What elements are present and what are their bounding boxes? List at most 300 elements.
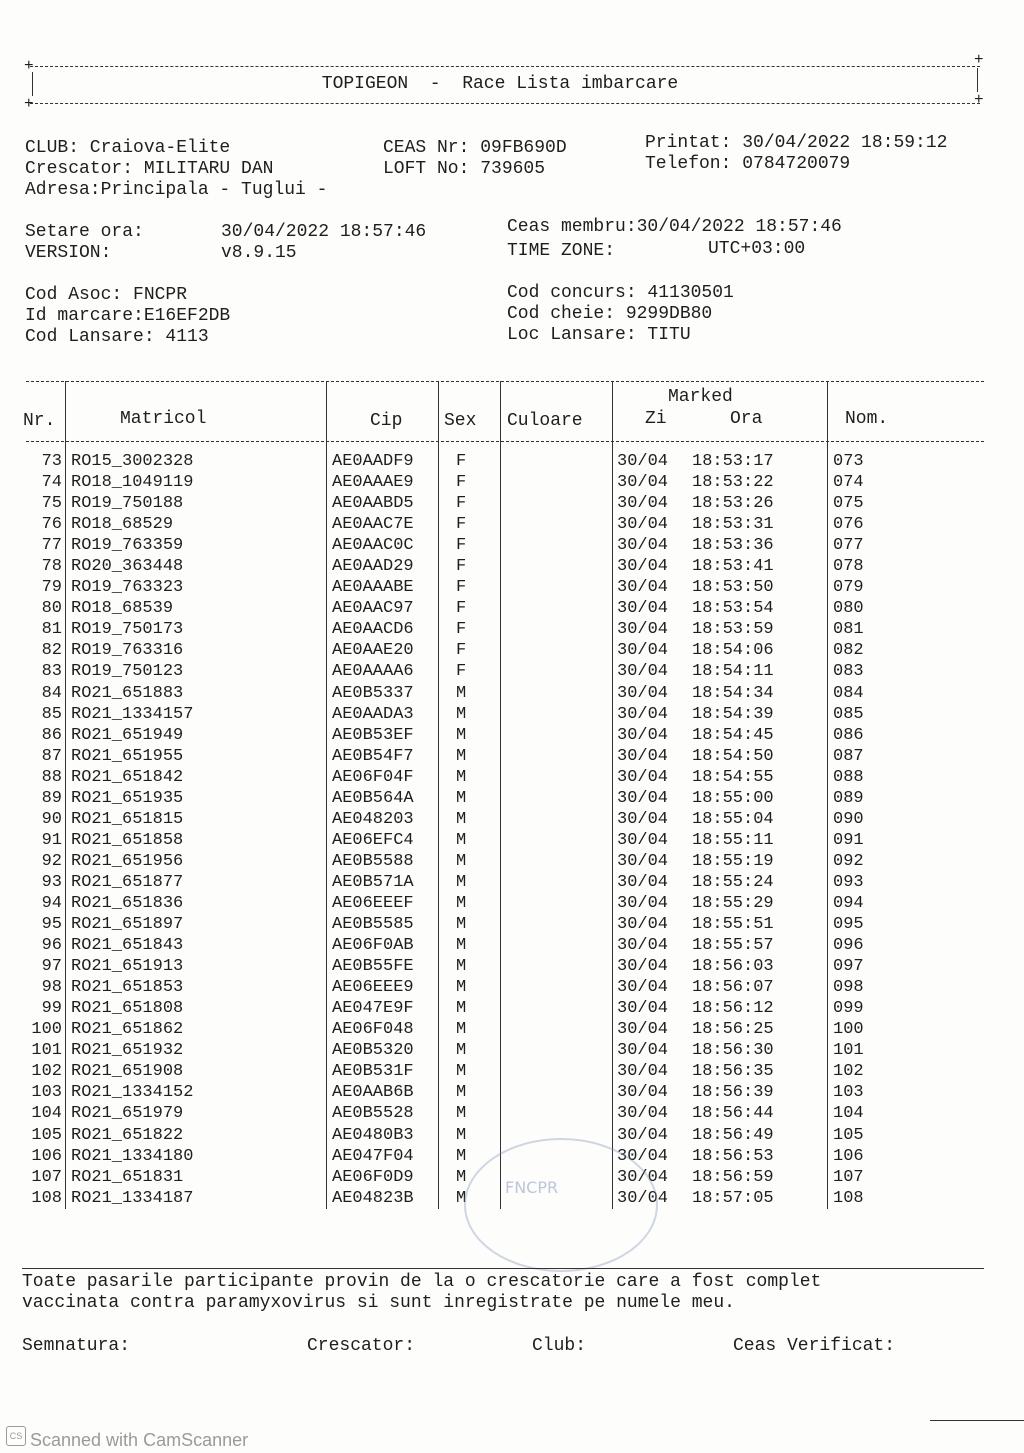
cell-sex: M	[456, 999, 467, 1019]
cell-cip: AE06F0D9	[332, 1167, 414, 1187]
cell-ora: 18:53:41	[692, 557, 774, 577]
table-row	[0, 977, 1024, 998]
cell-cip: AE0B53EF	[332, 725, 414, 745]
cell-nom: 087	[833, 746, 864, 766]
header-matricol: Matricol	[120, 409, 207, 429]
cell-cip: AE0AAAA6	[332, 662, 414, 682]
cell-sex: M	[456, 1146, 467, 1166]
cell-nr: 88	[41, 767, 62, 787]
header-ora: Ora	[730, 409, 763, 429]
cell-matricol: RO21_651808	[71, 999, 184, 1019]
time-zone-label: TIME ZONE:	[507, 241, 616, 261]
cell-matricol: RO21_651862	[71, 1020, 184, 1040]
cell-zi: 30/04	[617, 1083, 669, 1103]
cell-matricol: RO21_651932	[71, 1041, 184, 1061]
cell-sex: M	[456, 1125, 467, 1145]
cell-ora: 18:56:39	[692, 1083, 774, 1103]
table-row	[0, 640, 1024, 661]
cell-zi: 30/04	[617, 641, 669, 661]
cell-ora: 18:54:39	[692, 704, 774, 724]
cell-nom: 101	[833, 1041, 864, 1061]
cell-cip: AE0AACD6	[332, 620, 414, 640]
cell-cip: AE0B564A	[332, 788, 414, 808]
cell-sex: M	[456, 1188, 467, 1208]
cell-cip: AE06EEE9	[332, 978, 414, 998]
header-zi: Zi	[645, 409, 667, 429]
cell-cip: AE0AAC0C	[332, 536, 414, 556]
cell-nr: 91	[41, 830, 62, 850]
cell-zi: 30/04	[617, 999, 669, 1019]
cell-sex: M	[456, 1083, 467, 1103]
cell-sex: F	[456, 620, 467, 640]
header-corner: +	[24, 57, 34, 75]
cell-zi: 30/04	[617, 1125, 669, 1145]
cell-zi: 30/04	[617, 788, 669, 808]
cell-matricol: RO21_1334157	[71, 704, 194, 724]
cell-nr: 107	[31, 1167, 62, 1187]
loft-number: LOFT No: 739605	[383, 159, 546, 179]
header-corner: +	[974, 91, 984, 109]
cell-cip: AE0B5588	[332, 851, 414, 871]
cell-nr: 85	[41, 704, 62, 724]
key-code: Cod cheie: 9299DB80	[507, 304, 713, 324]
cell-sex: M	[456, 957, 467, 977]
cell-nom: 099	[833, 999, 864, 1019]
cell-ora: 18:54:34	[692, 683, 774, 703]
cell-cip: AE0AAABE	[332, 578, 414, 598]
cell-cip: AE04823B	[332, 1188, 414, 1208]
cell-ora: 18:53:54	[692, 599, 774, 619]
cell-cip: AE0B5320	[332, 1041, 414, 1061]
set-time-value: 30/04/2022 18:57:46	[221, 222, 427, 242]
cell-zi: 30/04	[617, 494, 669, 514]
cell-matricol: RO21_651815	[71, 809, 184, 829]
table-row	[0, 767, 1024, 788]
cell-sex: M	[456, 978, 467, 998]
header-corner: +	[24, 95, 34, 113]
cell-ora: 18:56:25	[692, 1020, 774, 1040]
cell-nom: 090	[833, 809, 864, 829]
cell-nr: 95	[41, 915, 62, 935]
cell-cip: AE0B54F7	[332, 746, 414, 766]
cell-sex: M	[456, 893, 467, 913]
table-row	[0, 1103, 1024, 1124]
cell-sex: M	[456, 809, 467, 829]
cell-nr: 80	[41, 599, 62, 619]
cell-sex: M	[456, 746, 467, 766]
table-row	[0, 872, 1024, 893]
header-corner: +	[974, 51, 984, 69]
cell-ora: 18:56:07	[692, 978, 774, 998]
signature-label: Semnatura:	[22, 1336, 131, 1356]
cell-ora: 18:56:30	[692, 1041, 774, 1061]
cell-sex: M	[456, 851, 467, 871]
cell-ora: 18:56:59	[692, 1167, 774, 1187]
table-row	[0, 556, 1024, 577]
cell-nr: 74	[41, 473, 62, 493]
table-row	[0, 998, 1024, 1019]
cell-sex: M	[456, 683, 467, 703]
cell-ora: 18:56:49	[692, 1125, 774, 1145]
cell-matricol: RO19_750173	[71, 620, 184, 640]
cell-nr: 78	[41, 557, 62, 577]
table-row	[0, 1082, 1024, 1103]
cell-zi: 30/04	[617, 704, 669, 724]
cell-ora: 18:55:51	[692, 915, 774, 935]
table-row	[0, 956, 1024, 977]
cell-matricol: RO18_68529	[71, 515, 174, 535]
cell-nom: 105	[833, 1125, 864, 1145]
cell-sex: M	[456, 872, 467, 892]
cell-matricol: RO15_3002328	[71, 452, 194, 471]
table-row	[0, 598, 1024, 619]
cell-nr: 93	[41, 872, 62, 892]
cell-ora: 18:56:03	[692, 957, 774, 977]
cell-matricol: RO21_651853	[71, 978, 184, 998]
cell-matricol: RO19_763323	[71, 578, 184, 598]
cell-cip: AE06EFC4	[332, 830, 414, 850]
cell-matricol: RO21_651836	[71, 893, 184, 913]
table-header-separator	[26, 441, 984, 442]
club-signature-label: Club:	[532, 1336, 587, 1356]
table-row	[0, 472, 1024, 493]
cell-sex: M	[456, 767, 467, 787]
marking-id: Id marcare:E16EF2DB	[25, 306, 231, 326]
cell-sex: F	[456, 599, 467, 619]
cell-nom: 085	[833, 704, 864, 724]
cell-matricol: RO21_651908	[71, 1062, 184, 1082]
stamp-text: FNCPR	[505, 1178, 559, 1197]
cell-nr: 99	[41, 999, 62, 1019]
cell-zi: 30/04	[617, 872, 669, 892]
cell-nom: 100	[833, 1020, 864, 1040]
cell-zi: 30/04	[617, 851, 669, 871]
cell-zi: 30/04	[617, 746, 669, 766]
cell-nr: 73	[41, 452, 62, 471]
cell-matricol: RO19_750123	[71, 662, 184, 682]
declaration-line-2: vaccinata contra paramyxovirus si sunt inregistrate pe numele meu.	[22, 1293, 735, 1313]
cell-ora: 18:53:17	[692, 452, 774, 471]
cell-nom: 096	[833, 936, 864, 956]
release-code: Cod Lansare: 4113	[25, 327, 209, 347]
cell-matricol: RO21_1334187	[71, 1188, 194, 1208]
header-culoare: Culoare	[507, 411, 583, 431]
cell-cip: AE0AAC97	[332, 599, 414, 619]
cell-ora: 18:53:31	[692, 515, 774, 535]
version-label: VERSION:	[25, 243, 112, 263]
header-bottom-border	[30, 103, 980, 104]
table-row	[0, 1019, 1024, 1040]
declaration-line-1: Toate pasarile participante provin de la o crescatorie care a fost complet	[22, 1272, 822, 1292]
cell-zi: 30/04	[617, 725, 669, 745]
cell-nr: 89	[41, 788, 62, 808]
cell-matricol: RO21_651897	[71, 915, 184, 935]
cell-sex: M	[456, 1041, 467, 1061]
cell-sex: M	[456, 1062, 467, 1082]
clock-verified-label: Ceas Verificat:	[733, 1336, 896, 1356]
header-sex: Sex	[444, 411, 477, 431]
cell-sex: M	[456, 915, 467, 935]
cell-matricol: RO21_651831	[71, 1167, 184, 1187]
cell-cip: AE0AAB6B	[332, 1083, 414, 1103]
cell-matricol: RO21_651858	[71, 830, 184, 850]
cell-sex: F	[456, 578, 467, 598]
cell-zi: 30/04	[617, 662, 669, 682]
cell-cip: AE047E9F	[332, 999, 414, 1019]
cell-matricol: RO21_651949	[71, 725, 184, 745]
table-row	[0, 661, 1024, 682]
cell-zi: 30/04	[617, 1020, 669, 1040]
cell-sex: F	[456, 641, 467, 661]
cell-sex: M	[456, 1020, 467, 1040]
cell-cip: AE06EEEF	[332, 893, 414, 913]
table-row	[0, 746, 1024, 767]
cell-nr: 101	[31, 1041, 62, 1061]
table-row	[0, 514, 1024, 535]
table-top-border	[26, 381, 984, 382]
cell-ora: 18:55:29	[692, 893, 774, 913]
cell-cip: AE048203	[332, 809, 414, 829]
version-value: v8.9.15	[221, 243, 297, 263]
cell-zi: 30/04	[617, 599, 669, 619]
cell-nom: 078	[833, 557, 864, 577]
table-row	[0, 851, 1024, 872]
cell-zi: 30/04	[617, 915, 669, 935]
cell-nr: 106	[31, 1146, 62, 1166]
cell-sex: F	[456, 536, 467, 556]
cell-cip: AE0AAD29	[332, 557, 414, 577]
club-name: CLUB: Craiova-Elite	[25, 138, 231, 158]
cell-zi: 30/04	[617, 957, 669, 977]
cell-cip: AE06F04F	[332, 767, 414, 787]
bottom-edge-line	[930, 1420, 1024, 1421]
cell-ora: 18:53:26	[692, 494, 774, 514]
table-row	[0, 830, 1024, 851]
cell-nom: 103	[833, 1083, 864, 1103]
cell-zi: 30/04	[617, 978, 669, 998]
cell-nr: 104	[31, 1104, 62, 1124]
cell-ora: 18:53:22	[692, 473, 774, 493]
cell-zi: 30/04	[617, 620, 669, 640]
time-zone-value: UTC+03:00	[708, 239, 806, 259]
cell-ora: 18:55:04	[692, 809, 774, 829]
cell-cip: AE0B5528	[332, 1104, 414, 1124]
cell-nom: 107	[833, 1167, 864, 1187]
cell-nr: 75	[41, 494, 62, 514]
cell-zi: 30/04	[617, 936, 669, 956]
declaration-separator	[22, 1268, 984, 1269]
cell-zi: 30/04	[617, 893, 669, 913]
cell-matricol: RO21_1334180	[71, 1146, 194, 1166]
cell-ora: 18:54:45	[692, 725, 774, 745]
address: Adresa:Principala - Tuglui -	[25, 180, 328, 200]
header-nom: Nom.	[845, 409, 889, 429]
phone: Telefon: 0784720079	[645, 154, 851, 174]
cell-nom: 106	[833, 1146, 864, 1166]
cell-matricol: RO21_651842	[71, 767, 184, 787]
set-time-label: Setare ora:	[25, 222, 144, 242]
cell-sex: M	[456, 830, 467, 850]
cell-ora: 18:56:53	[692, 1146, 774, 1166]
cell-nom: 076	[833, 515, 864, 535]
cell-sex: M	[456, 936, 467, 956]
table-row	[0, 619, 1024, 640]
cell-nom: 075	[833, 494, 864, 514]
cell-nom: 082	[833, 641, 864, 661]
cell-nom: 102	[833, 1062, 864, 1082]
table-row	[0, 893, 1024, 914]
cell-zi: 30/04	[617, 536, 669, 556]
cell-cip: AE0B5337	[332, 683, 414, 703]
cell-ora: 18:53:59	[692, 620, 774, 640]
clock-number: CEAS Nr: 09FB690D	[383, 138, 567, 158]
cell-matricol: RO21_651955	[71, 746, 184, 766]
race-code: Cod concurs: 41130501	[507, 283, 734, 303]
cell-nom: 080	[833, 599, 864, 619]
table-row	[0, 451, 1024, 472]
cell-cip: AE047F04	[332, 1146, 414, 1166]
cell-cip: AE0AADF9	[332, 452, 414, 471]
table-row	[0, 788, 1024, 809]
table-row	[0, 809, 1024, 830]
cell-ora: 18:53:50	[692, 578, 774, 598]
cell-cip: AE06F048	[332, 1020, 414, 1040]
cell-nom: 086	[833, 725, 864, 745]
header-marked: Marked	[668, 387, 733, 407]
cell-nr: 81	[41, 620, 62, 640]
cell-cip: AE0B571A	[332, 872, 414, 892]
cell-cip: AE0AADA3	[332, 704, 414, 724]
cell-nom: 077	[833, 536, 864, 556]
cell-ora: 18:55:19	[692, 851, 774, 871]
cell-nr: 100	[31, 1020, 62, 1040]
cell-ora: 18:55:11	[692, 830, 774, 850]
header-nr: Nr.	[23, 411, 56, 431]
table-body	[0, 451, 1024, 1209]
cell-nr: 102	[31, 1062, 62, 1082]
cell-nr: 83	[41, 662, 62, 682]
cell-ora: 18:56:35	[692, 1062, 774, 1082]
table-row	[0, 577, 1024, 598]
table-row	[0, 725, 1024, 746]
cell-zi: 30/04	[617, 767, 669, 787]
cell-cip: AE0480B3	[332, 1125, 414, 1145]
cell-ora: 18:55:57	[692, 936, 774, 956]
cell-ora: 18:53:36	[692, 536, 774, 556]
cell-sex: M	[456, 725, 467, 745]
cell-nom: 074	[833, 473, 864, 493]
cell-nr: 82	[41, 641, 62, 661]
cell-nom: 073	[833, 452, 864, 471]
cell-ora: 18:55:24	[692, 872, 774, 892]
cell-cip: AE0B531F	[332, 1062, 414, 1082]
cell-matricol: RO21_651843	[71, 936, 184, 956]
cell-zi: 30/04	[617, 473, 669, 493]
cell-cip: AE0AAAE9	[332, 473, 414, 493]
cell-nr: 98	[41, 978, 62, 998]
cell-zi: 30/04	[617, 1104, 669, 1124]
cell-zi: 30/04	[617, 515, 669, 535]
cell-zi: 30/04	[617, 557, 669, 577]
cell-cip: AE0AAC7E	[332, 515, 414, 535]
cell-cip: AE0AABD5	[332, 494, 414, 514]
cell-sex: F	[456, 473, 467, 493]
cell-matricol: RO21_651883	[71, 683, 184, 703]
cell-matricol: RO21_651956	[71, 851, 184, 871]
cell-nr: 108	[31, 1188, 62, 1208]
cell-nom: 089	[833, 788, 864, 808]
cell-nr: 105	[31, 1125, 62, 1145]
cell-nom: 104	[833, 1104, 864, 1124]
cell-sex: M	[456, 788, 467, 808]
cell-nom: 092	[833, 851, 864, 871]
cell-nom: 084	[833, 683, 864, 703]
member-clock: Ceas membru:30/04/2022 18:57:46	[507, 217, 842, 237]
cell-nom: 083	[833, 662, 864, 682]
cell-zi: 30/04	[617, 683, 669, 703]
cell-nr: 77	[41, 536, 62, 556]
cell-matricol: RO21_1334152	[71, 1083, 194, 1103]
cell-nr: 86	[41, 725, 62, 745]
cell-sex: M	[456, 1104, 467, 1124]
stamp-seal	[464, 1138, 658, 1272]
camscanner-icon: CS	[6, 1426, 26, 1446]
cell-ora: 18:56:44	[692, 1104, 774, 1124]
cell-cip: AE06F0AB	[332, 936, 414, 956]
cell-sex: F	[456, 515, 467, 535]
cell-nr: 97	[41, 957, 62, 977]
cell-sex: F	[456, 557, 467, 577]
cell-zi: 30/04	[617, 1062, 669, 1082]
cell-nom: 088	[833, 767, 864, 787]
cell-nom: 095	[833, 915, 864, 935]
cell-matricol: RO21_651913	[71, 957, 184, 977]
table-row	[0, 935, 1024, 956]
cell-sex: M	[456, 704, 467, 724]
association-code: Cod Asoc: FNCPR	[25, 285, 188, 305]
table-row	[0, 914, 1024, 935]
cell-sex: F	[456, 662, 467, 682]
release-location: Loc Lansare: TITU	[507, 325, 691, 345]
cell-matricol: RO21_651979	[71, 1104, 184, 1124]
cell-matricol: RO21_651935	[71, 788, 184, 808]
table-row	[0, 1061, 1024, 1082]
cell-nr: 76	[41, 515, 62, 535]
cell-zi: 30/04	[617, 452, 669, 471]
cell-ora: 18:54:55	[692, 767, 774, 787]
cell-nr: 90	[41, 809, 62, 829]
cell-nr: 87	[41, 746, 62, 766]
table-row	[0, 1125, 1024, 1146]
cell-matricol: RO19_763359	[71, 536, 184, 556]
cell-nom: 094	[833, 893, 864, 913]
cell-ora: 18:54:06	[692, 641, 774, 661]
cell-ora: 18:54:50	[692, 746, 774, 766]
cell-nr: 96	[41, 936, 62, 956]
printed-date: Printat: 30/04/2022 18:59:12	[645, 133, 948, 153]
cell-cip: AE0B5585	[332, 915, 414, 935]
cell-matricol: RO21_651877	[71, 872, 184, 892]
cell-nr: 84	[41, 683, 62, 703]
cell-ora: 18:56:12	[692, 999, 774, 1019]
table-row	[0, 704, 1024, 725]
cell-cip: AE0B55FE	[332, 957, 414, 977]
cell-cip: AE0AAE20	[332, 641, 414, 661]
cell-nom: 098	[833, 978, 864, 998]
cell-nom: 091	[833, 830, 864, 850]
cell-nom: 097	[833, 957, 864, 977]
table-row	[0, 683, 1024, 704]
